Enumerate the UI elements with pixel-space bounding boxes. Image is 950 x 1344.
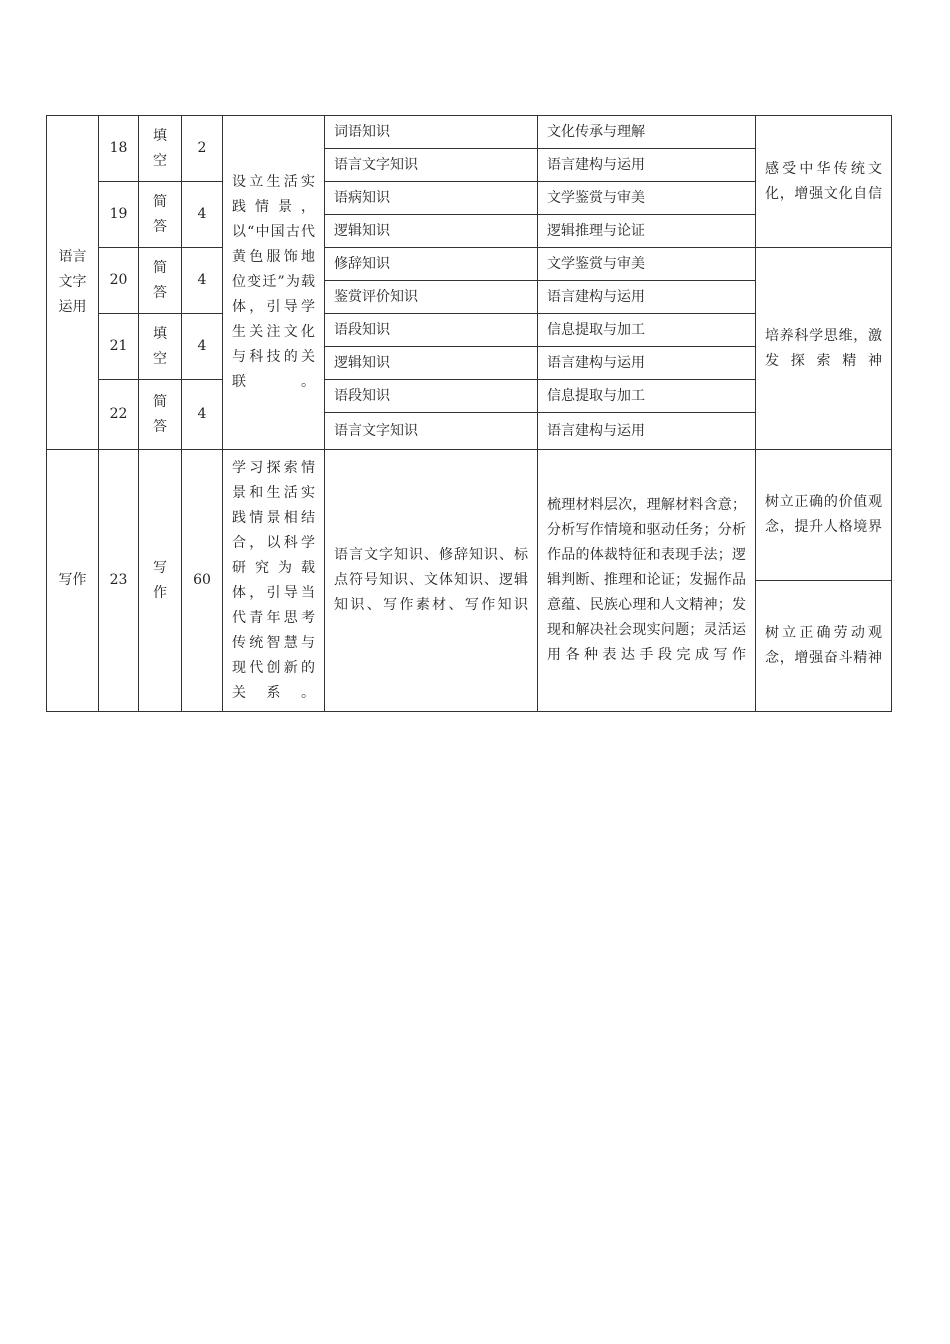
literacy-cell: 语言建构与运用: [538, 413, 756, 450]
knowledge-cell: 词语知识: [325, 116, 538, 149]
knowledge-cell: 语段知识: [325, 314, 538, 347]
knowledge-cell: 语言文字知识: [325, 149, 538, 182]
literacy-cell: 语言建构与运用: [538, 149, 756, 182]
literacy-cell: 逻辑推理与论证: [538, 215, 756, 248]
knowledge-cell: 语病知识: [325, 182, 538, 215]
question-score: 4: [182, 182, 223, 248]
context-text: 学习探索情景和生活实践情景相结合，以科学研究为载体，引导当代青年思考传统智慧与现代创新的关系。: [223, 450, 325, 712]
knowledge-cell: 语言文字知识: [325, 413, 538, 450]
question-score: 4: [182, 380, 223, 450]
question-number: 22: [99, 380, 139, 450]
question-type: 简 答: [139, 380, 182, 450]
value-cell: 培养科学思维，激发探索精神: [756, 248, 892, 450]
value-cell: 树立正确的价值观念，提升人格境界: [756, 450, 892, 581]
knowledge-cell: 语段知识: [325, 380, 538, 413]
literacy-cell: 信息提取与加工: [538, 314, 756, 347]
question-score: 4: [182, 248, 223, 314]
question-number: 20: [99, 248, 139, 314]
literacy-cell: 梳理材料层次，理解材料含意；分析写作情境和驱动任务；分析作品的体裁特征和表现手法；逻辑判断、推理和论证；发掘作品意蕴、民族心理和人文精神；发现和解决社会现实问题；灵活运用各种表达手段完成写作: [538, 450, 756, 712]
value-cell: 树立正确劳动观念，增强奋斗精神: [756, 581, 892, 712]
question-type: 填 空: [139, 314, 182, 380]
literacy-cell: 文学鉴赏与审美: [538, 248, 756, 281]
question-score: 60: [182, 450, 223, 712]
question-type: 写 作: [139, 450, 182, 712]
section-name: 写作: [47, 450, 99, 712]
question-type: 填 空: [139, 116, 182, 182]
question-type: 简 答: [139, 182, 182, 248]
literacy-cell: 文学鉴赏与审美: [538, 182, 756, 215]
table-row: [47, 248, 892, 281]
table-row: [47, 116, 892, 149]
knowledge-cell: 语言文字知识、修辞知识、标点符号知识、文体知识、逻辑知识、写作素材、写作知识: [325, 450, 538, 712]
value-cell: 感受中华传统文化，增强文化自信: [756, 116, 892, 248]
knowledge-cell: 逻辑知识: [325, 215, 538, 248]
knowledge-cell: 鉴赏评价知识: [325, 281, 538, 314]
literacy-cell: 语言建构与运用: [538, 281, 756, 314]
question-number: 18: [99, 116, 139, 182]
literacy-cell: 信息提取与加工: [538, 380, 756, 413]
knowledge-cell: 逻辑知识: [325, 347, 538, 380]
context-text: 设立生活实践情景，以“中国古代黄色服饰地位变迁”为载体，引导学生关注文化与科技的关联。: [223, 116, 325, 450]
question-score: 2: [182, 116, 223, 182]
section-name: [47, 116, 99, 450]
question-number: 19: [99, 182, 139, 248]
question-score: 4: [182, 314, 223, 380]
question-type: 简 答: [139, 248, 182, 314]
knowledge-cell: 修辞知识: [325, 248, 538, 281]
literacy-cell: 语言建构与运用: [538, 347, 756, 380]
question-number: 21: [99, 314, 139, 380]
exam-spec-table: [46, 115, 892, 712]
literacy-cell: 文化传承与理解: [538, 116, 756, 149]
question-number: 23: [99, 450, 139, 712]
table-row: [47, 450, 892, 581]
section-name-text: 语言 文字 运用: [58, 249, 87, 315]
